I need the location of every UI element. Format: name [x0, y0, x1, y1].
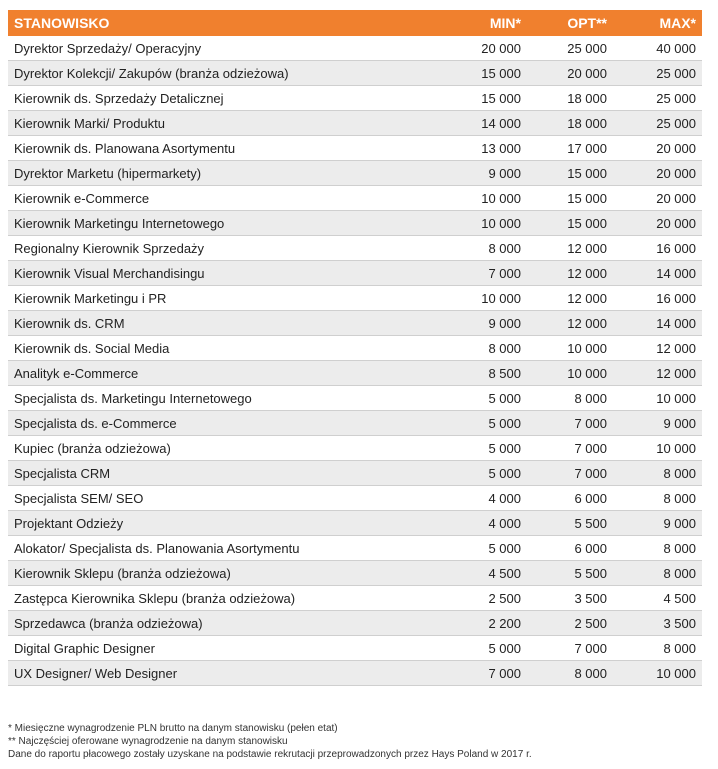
opt-cell: 15 000	[567, 190, 607, 206]
max-cell: 20 000	[656, 190, 696, 206]
position-cell: Kierownik ds. Social Media	[14, 340, 170, 356]
header-min: MIN*	[489, 15, 521, 31]
max-cell: 16 000	[656, 240, 696, 256]
table-row	[8, 286, 702, 311]
max-cell: 20 000	[656, 165, 696, 181]
min-cell: 5 000	[488, 540, 521, 556]
max-cell: 9 000	[663, 415, 696, 431]
position-cell: Sprzedawca (branża odzieżowa)	[14, 615, 203, 631]
salary-table	[8, 10, 702, 686]
position-cell: Kierownik Marketingu i PR	[14, 290, 167, 306]
max-cell: 8 000	[663, 490, 696, 506]
max-cell: 20 000	[656, 215, 696, 231]
footnote-min-max: * Miesięczne wynagrodzenie PLN brutto na danym stanowisku (pełen etat)	[8, 723, 338, 734]
table-body	[8, 36, 702, 686]
position-cell: Kierownik e-Commerce	[14, 190, 150, 206]
opt-cell: 2 500	[574, 615, 607, 631]
min-cell: 7 000	[488, 265, 521, 281]
min-cell: 2 200	[488, 615, 521, 631]
table-row	[8, 161, 702, 186]
opt-cell: 6 000	[574, 490, 607, 506]
table-row	[8, 361, 702, 386]
opt-cell: 12 000	[567, 240, 607, 256]
position-cell: Kierownik Visual Merchandisingu	[14, 265, 205, 281]
table-row	[8, 436, 702, 461]
position-cell: Kierownik Sklepu (branża odzieżowa)	[14, 565, 231, 581]
position-cell: Dyrektor Sprzedaży/ Operacyjny	[14, 40, 202, 56]
position-cell: Dyrektor Marketu (hipermarkety)	[14, 165, 202, 181]
max-cell: 8 000	[663, 565, 696, 581]
position-cell: Specjalista ds. Marketingu Internetowego	[14, 390, 252, 406]
table-row	[8, 36, 702, 61]
min-cell: 9 000	[488, 315, 521, 331]
table-row	[8, 136, 702, 161]
opt-cell: 7 000	[574, 640, 607, 656]
min-cell: 5 000	[488, 465, 521, 481]
table-row	[8, 86, 702, 111]
min-cell: 5 000	[488, 440, 521, 456]
position-cell: Kierownik Marki/ Produktu	[14, 115, 165, 131]
min-cell: 10 000	[481, 215, 521, 231]
min-cell: 2 500	[488, 590, 521, 606]
footnote-source: Dane do raportu płacowego zostały uzyskane na podstawie rekrutacji przeprowadzonych przez Hays Poland w 2017 r.	[8, 749, 532, 760]
min-cell: 20 000	[481, 40, 521, 56]
max-cell: 16 000	[656, 290, 696, 306]
opt-cell: 15 000	[567, 165, 607, 181]
opt-cell: 12 000	[567, 265, 607, 281]
min-cell: 15 000	[481, 90, 521, 106]
opt-cell: 5 500	[574, 515, 607, 531]
min-cell: 5 000	[488, 415, 521, 431]
opt-cell: 17 000	[567, 140, 607, 156]
table-row	[8, 411, 702, 436]
position-cell: Alokator/ Specjalista ds. Planowania Asortymentu	[14, 540, 300, 556]
table-row	[8, 111, 702, 136]
footnotes	[8, 722, 708, 761]
opt-cell: 12 000	[567, 290, 607, 306]
min-cell: 8 000	[488, 340, 521, 356]
opt-cell: 3 500	[574, 590, 607, 606]
position-cell: Specjalista CRM	[14, 465, 111, 481]
table-row	[8, 186, 702, 211]
table-header	[8, 10, 702, 36]
opt-cell: 15 000	[567, 215, 607, 231]
opt-cell: 7 000	[574, 415, 607, 431]
max-cell: 10 000	[656, 440, 696, 456]
min-cell: 9 000	[488, 165, 521, 181]
min-cell: 8 500	[488, 365, 521, 381]
opt-cell: 8 000	[574, 390, 607, 406]
position-cell: UX Designer/ Web Designer	[14, 665, 178, 681]
max-cell: 10 000	[656, 665, 696, 681]
max-cell: 10 000	[656, 390, 696, 406]
opt-cell: 20 000	[567, 65, 607, 81]
min-cell: 7 000	[488, 665, 521, 681]
table-row	[8, 261, 702, 286]
position-cell: Kierownik ds. Planowana Asortymentu	[14, 140, 236, 156]
opt-cell: 7 000	[574, 465, 607, 481]
max-cell: 12 000	[656, 340, 696, 356]
min-cell: 8 000	[488, 240, 521, 256]
table-row	[8, 611, 702, 636]
opt-cell: 18 000	[567, 115, 607, 131]
max-cell: 8 000	[663, 465, 696, 481]
position-cell: Projektant Odzieży	[14, 515, 124, 531]
position-cell: Regionalny Kierownik Sprzedaży	[14, 240, 205, 256]
position-cell: Kierownik ds. CRM	[14, 315, 125, 331]
min-cell: 4 000	[488, 490, 521, 506]
opt-cell: 8 000	[574, 665, 607, 681]
table-row	[8, 211, 702, 236]
position-cell: Specjalista ds. e-Commerce	[14, 415, 177, 431]
min-cell: 5 000	[488, 390, 521, 406]
opt-cell: 18 000	[567, 90, 607, 106]
min-cell: 10 000	[481, 290, 521, 306]
table-row	[8, 511, 702, 536]
table-row	[8, 586, 702, 611]
min-cell: 4 000	[488, 515, 521, 531]
table-row	[8, 61, 702, 86]
table-row	[8, 536, 702, 561]
header-opt: OPT**	[567, 15, 607, 31]
table-row	[8, 561, 702, 586]
max-cell: 40 000	[656, 40, 696, 56]
opt-cell: 25 000	[567, 40, 607, 56]
max-cell: 14 000	[656, 265, 696, 281]
opt-cell: 7 000	[574, 440, 607, 456]
position-cell: Kupiec (branża odzieżowa)	[14, 440, 171, 456]
max-cell: 8 000	[663, 540, 696, 556]
position-cell: Analityk e-Commerce	[14, 365, 139, 381]
max-cell: 4 500	[663, 590, 696, 606]
min-cell: 15 000	[481, 65, 521, 81]
position-cell: Kierownik ds. Sprzedaży Detalicznej	[14, 90, 224, 106]
position-cell: Dyrektor Kolekcji/ Zakupów (branża odzieżowa)	[14, 65, 289, 81]
min-cell: 4 500	[488, 565, 521, 581]
opt-cell: 6 000	[574, 540, 607, 556]
min-cell: 14 000	[481, 115, 521, 131]
table-row	[8, 636, 702, 661]
max-cell: 25 000	[656, 65, 696, 81]
max-cell: 14 000	[656, 315, 696, 331]
table-row	[8, 336, 702, 361]
position-cell: Specjalista SEM/ SEO	[14, 490, 144, 506]
max-cell: 12 000	[656, 365, 696, 381]
position-cell: Digital Graphic Designer	[14, 640, 155, 656]
max-cell: 9 000	[663, 515, 696, 531]
table-row	[8, 461, 702, 486]
table-row	[8, 311, 702, 336]
opt-cell: 5 500	[574, 565, 607, 581]
table-row	[8, 236, 702, 261]
position-cell: Kierownik Marketingu Internetowego	[14, 215, 225, 231]
max-cell: 3 500	[663, 615, 696, 631]
max-cell: 8 000	[663, 640, 696, 656]
header-max: MAX*	[659, 15, 696, 31]
position-cell: Zastępca Kierownika Sklepu (branża odzieżowa)	[14, 590, 296, 606]
footnote-opt: ** Najczęściej oferowane wynagrodzenie na danym stanowisku	[8, 736, 288, 747]
table-row	[8, 386, 702, 411]
opt-cell: 10 000	[567, 365, 607, 381]
opt-cell: 10 000	[567, 340, 607, 356]
max-cell: 25 000	[656, 115, 696, 131]
header-position: STANOWISKO	[14, 15, 110, 31]
max-cell: 20 000	[656, 140, 696, 156]
min-cell: 13 000	[481, 140, 521, 156]
max-cell: 25 000	[656, 90, 696, 106]
table-row	[8, 486, 702, 511]
table-row	[8, 661, 702, 686]
min-cell: 10 000	[481, 190, 521, 206]
opt-cell: 12 000	[567, 315, 607, 331]
min-cell: 5 000	[488, 640, 521, 656]
